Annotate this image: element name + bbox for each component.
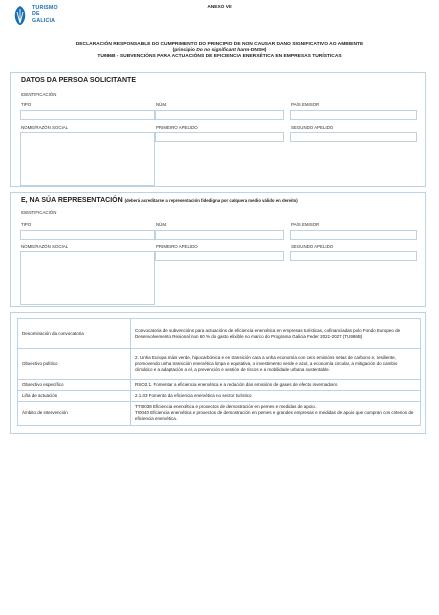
table-row bbox=[18, 319, 421, 349]
logo-line-1: TURISMO bbox=[32, 5, 58, 11]
pais-field[interactable] bbox=[290, 110, 417, 120]
representative-heading: E, NA SÚA REPRESENTACIÓN (deberá acreditarse a representación fidedigna por calquera medio válido en dereito) bbox=[21, 197, 298, 204]
pais-label: PAÍS EMISOR bbox=[291, 102, 320, 107]
tipo-field[interactable] bbox=[20, 230, 155, 240]
nome-field[interactable] bbox=[20, 132, 155, 186]
identification-label: IDENTIFICACIÓN bbox=[21, 210, 57, 215]
apelido2-label: SEGUNDO APELIDO bbox=[291, 244, 334, 249]
row-value: Convocatoria de subvencións para actuacións de eficiencia enerxética en empresas turísticas, cofinanciadas polo Fondo Europeo de Desenvolvemento Rexional nun 60 % do gasto elixible no marco do Programa Galicia Feder 2021-2027 (TU986B) bbox=[131, 319, 421, 349]
row-value: 2.1.03 Fomento da eficiencia enerxética no sector turístico bbox=[131, 390, 421, 401]
row-value: RSO2.1. Fomentar a eficiencia enerxética e a redución das emisións de gases de efecto invernadoiro bbox=[131, 380, 421, 391]
row-key: Liña de actuación bbox=[18, 390, 131, 401]
row-value: 2. Unha Europa máis verde, hipocarbónica e en transición cara a unha economía con cero emisións netas de carbono e, resiliente, promovendo unha transición enerxética limpa e equitativa, o investimento verde e azul, a economía circular, a mitigación do cambio climático e a adaptación a el, a prevención e xestión de riscos e a mobilidade urbana sustentable. bbox=[131, 349, 421, 380]
table-row bbox=[18, 401, 421, 425]
title-line-2: (principio Do no significant harm-DNSH) bbox=[172, 48, 267, 54]
num-field[interactable] bbox=[155, 110, 284, 120]
apelido1-label: PRIMEIRO APELIDO bbox=[156, 244, 198, 249]
apelido2-label: SEGUNDO APELIDO bbox=[291, 125, 334, 130]
row-key: Obxectivo específico bbox=[18, 380, 131, 391]
logo-line-2: DE bbox=[32, 11, 40, 18]
nome-label: NOME/RAZÓN SOCIAL bbox=[21, 244, 69, 249]
call-info-table bbox=[17, 318, 421, 426]
num-field[interactable] bbox=[155, 230, 284, 240]
logo-line-3: GALICIA bbox=[32, 17, 56, 24]
apelido1-field[interactable] bbox=[155, 251, 284, 261]
table-row bbox=[18, 349, 421, 380]
num-label: NÚM. bbox=[156, 222, 168, 227]
apelido2-field[interactable] bbox=[290, 132, 417, 142]
table-row bbox=[18, 380, 421, 391]
table-row bbox=[18, 390, 421, 401]
title-line-1: DECLARACIÓN RESPONSABLE DO CUMPRIMENTO DO PRINCIPIO DE NON CAUSAR DANO SIGNIFICATIVO AO AMBIENTE bbox=[75, 42, 364, 47]
tipo-label: TIPO bbox=[21, 222, 32, 227]
document-title bbox=[30, 42, 409, 61]
tipo-field[interactable] bbox=[20, 110, 155, 120]
representative-note: (deberá acreditarse a representación fidedigna por calquera medio válido en dereito) bbox=[124, 198, 298, 203]
row-key: Denominación da convocatoria bbox=[18, 319, 131, 349]
applicant-section bbox=[10, 72, 426, 187]
row-value: TTI0038 Eficiencia enerxética e proxectos de demostración en pemes e medidas de apoio. TI0040 Eficiencia enerxética e proxectos de demostración en pemes e grandes empresas e medidas de apoio que cumpran cos criterios de eficiencia enerxética. bbox=[131, 401, 421, 425]
row-key: Ámbito de intervención bbox=[18, 401, 131, 425]
nome-label: NOME/RAZÓN SOCIAL bbox=[21, 125, 69, 130]
tipo-label: TIPO bbox=[21, 102, 32, 107]
applicant-heading: DATOS DA PERSOA SOLICITANTE bbox=[21, 77, 136, 84]
identification-label: IDENTIFICACIÓN bbox=[21, 92, 57, 97]
apelido1-field[interactable] bbox=[155, 132, 284, 142]
row-key: Obxectivo político bbox=[18, 349, 131, 380]
apelido1-label: PRIMEIRO APELIDO bbox=[156, 125, 198, 130]
title-line-3: TU986B - SUBVENCIÓNS PARA ACTUACIÓNS DE EFICIENCIA ENERXÉTICA EN EMPRESAS TURÍSTICAS bbox=[97, 54, 342, 60]
pais-label: PAÍS EMISOR bbox=[291, 222, 320, 227]
apelido2-field[interactable] bbox=[290, 251, 417, 261]
representative-section bbox=[10, 192, 426, 307]
annex-label: ANEXO VII bbox=[207, 5, 232, 10]
nome-field[interactable] bbox=[20, 251, 155, 305]
num-label: NÚM. bbox=[156, 102, 168, 107]
pais-field[interactable] bbox=[290, 230, 417, 240]
